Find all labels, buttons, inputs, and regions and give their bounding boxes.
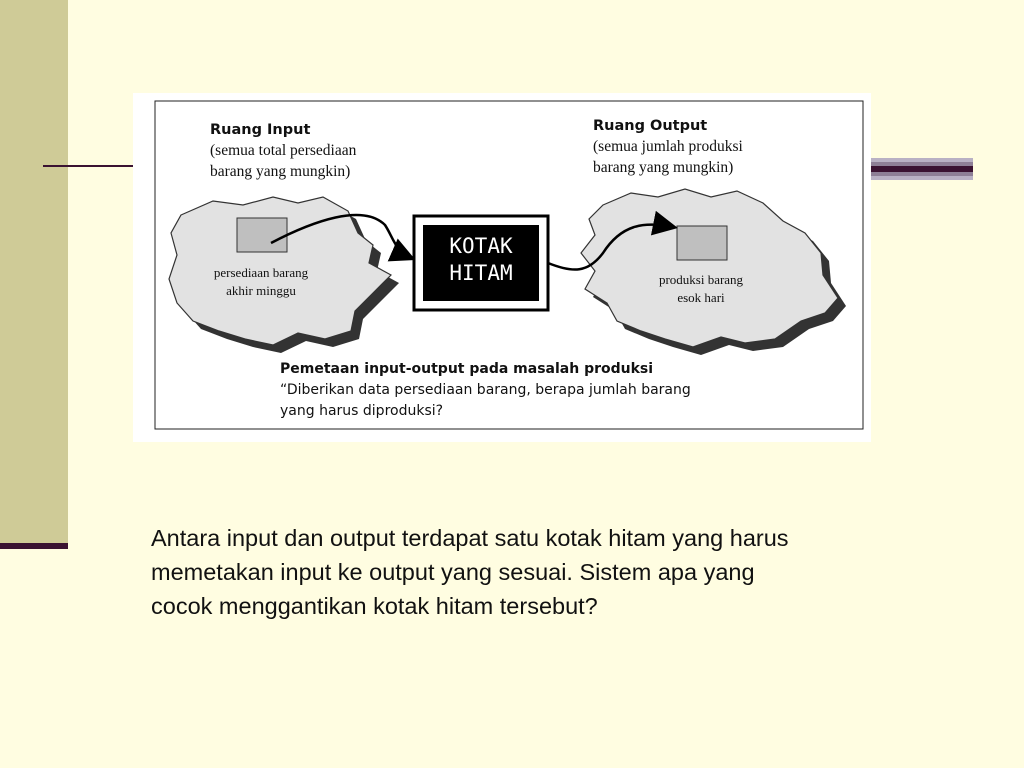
body-line-3: cocok menggantikan kotak hitam tersebut?	[151, 593, 598, 619]
output-space-title: Ruang Output	[593, 118, 708, 134]
title-rule-right	[870, 158, 973, 180]
input-item-label-2: akhir minggu	[226, 283, 296, 298]
black-box-label-1: KOTAK	[449, 234, 513, 258]
output-space-desc-1: (semua jumlah produksi	[593, 138, 743, 155]
caption-line-2: yang harus diproduksi?	[280, 403, 444, 419]
input-output-diagram	[133, 93, 871, 442]
rule-stripe	[870, 176, 973, 180]
output-item-label-2: esok hari	[677, 290, 725, 305]
input-space-desc-2: barang yang mungkin)	[210, 163, 351, 180]
input-item-box	[237, 218, 287, 252]
body-line-2: memetakan input ke output yang sesuai. Sistem apa yang	[151, 559, 755, 585]
input-space-desc-1: (semua total persediaan	[210, 142, 357, 159]
output-item-label-1: produksi barang	[658, 272, 744, 287]
caption-title: Pemetaan input-output pada masalah produksi	[280, 361, 654, 377]
left-bar-rule	[0, 543, 68, 549]
slide-body-text	[151, 521, 951, 623]
caption-line-1: “Diberikan data persediaan barang, berapa jumlah barang	[280, 382, 691, 398]
black-box-label-2: HITAM	[449, 261, 513, 285]
left-accent-bar	[0, 0, 68, 545]
output-item-box	[677, 226, 727, 260]
diagram-figure	[133, 93, 871, 442]
output-space-desc-2: barang yang mungkin)	[593, 159, 734, 176]
title-rule-left	[43, 165, 135, 167]
input-item-label-1: persediaan barang	[213, 265, 309, 280]
body-line-1: Antara input dan output terdapat satu kotak hitam yang harus	[151, 525, 789, 551]
input-space-title: Ruang Input	[210, 122, 311, 138]
